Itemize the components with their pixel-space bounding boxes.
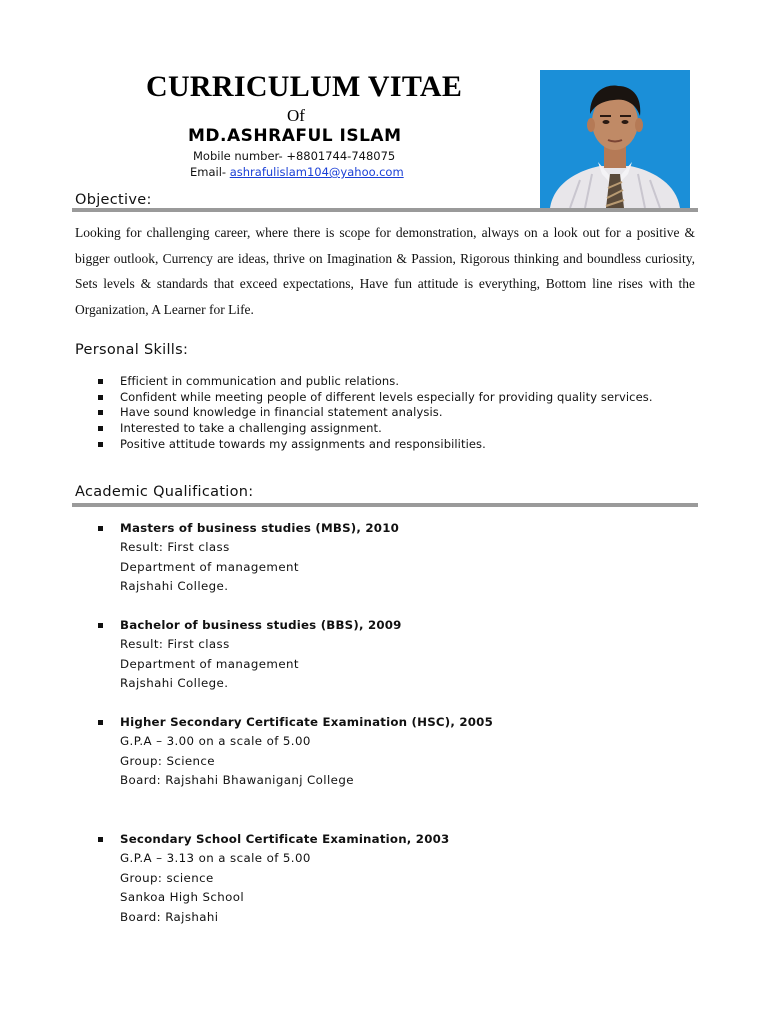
list-item: Have sound knowledge in financial statement analysis. [96,405,696,421]
entry-heading: Bachelor of business studies (BBS), 2009 [96,616,696,635]
section-divider [72,208,698,212]
entry-line: Department of management [120,656,299,671]
section-divider [72,503,698,507]
entry-line: G.P.A – 3.13 on a scale of 5.00 [120,851,311,865]
entry-line: Board: Rajshahi Bhawaniganj College [120,773,354,787]
academic-entry-mbs [96,519,696,597]
mobile-number: Mobile number- +8801744-748075 [193,149,396,163]
email-label: Email- [190,165,230,179]
objective-heading: Objective: [75,192,152,208]
of-label: Of [287,106,305,125]
entry-line: Sankoa High School [120,890,245,904]
entry-line: Group: Science [120,753,215,768]
entry-line: Result: First class [120,637,230,651]
profile-photo [540,70,690,208]
list-item: Interested to take a challenging assignment. [96,421,696,437]
objective-text: Looking for challenging career, where there is scope for demonstration, always on a look out for a positive & bigger outlook, Currency are ideas, thrive on Imagination & Passion, Rigorous thinking and boundless curiosity, Sets levels & standards that exceed expectations, Have fun attitude is everything, Bottom line rises with the Organization, A Learner for Life. [75,225,695,317]
entry-line: Rajshahi College. [120,579,229,593]
entry-line: Group: science [120,870,214,885]
entry-line: G.P.A – 3.00 on a scale of 5.00 [120,734,311,748]
entry-line: Result: First class [120,540,230,554]
academic-heading: Academic Qualification: [75,484,254,500]
email-link[interactable]: ashrafulislam104@yahoo.com [229,165,404,179]
entry-heading: Secondary School Certificate Examination, 2003 [96,830,696,849]
academic-entry-bbs [96,616,696,694]
skills-list [96,374,696,453]
academic-entry-hsc [96,713,696,791]
cv-title: CURRICULUM VITAE [146,70,463,103]
list-item: Efficient in communication and public relations. [96,374,696,390]
entry-heading: Masters of business studies (MBS), 2010 [96,519,696,538]
list-item: Positive attitude towards my assignments and responsibilities. [96,437,696,453]
entry-heading: Higher Secondary Certificate Examination (HSC), 2005 [96,713,696,732]
skills-heading: Personal Skills: [75,342,189,358]
entry-line: Department of management [120,559,299,574]
list-item: Confident while meeting people of different levels especially for providing quality services. [96,390,696,406]
email-line [190,165,404,179]
entry-line: Rajshahi College. [120,676,229,690]
portrait-image [540,70,690,208]
candidate-name: MD.ASHRAFUL ISLAM [188,126,402,146]
entry-line: Board: Rajshahi [120,909,219,924]
academic-entry-ssc [96,830,696,927]
